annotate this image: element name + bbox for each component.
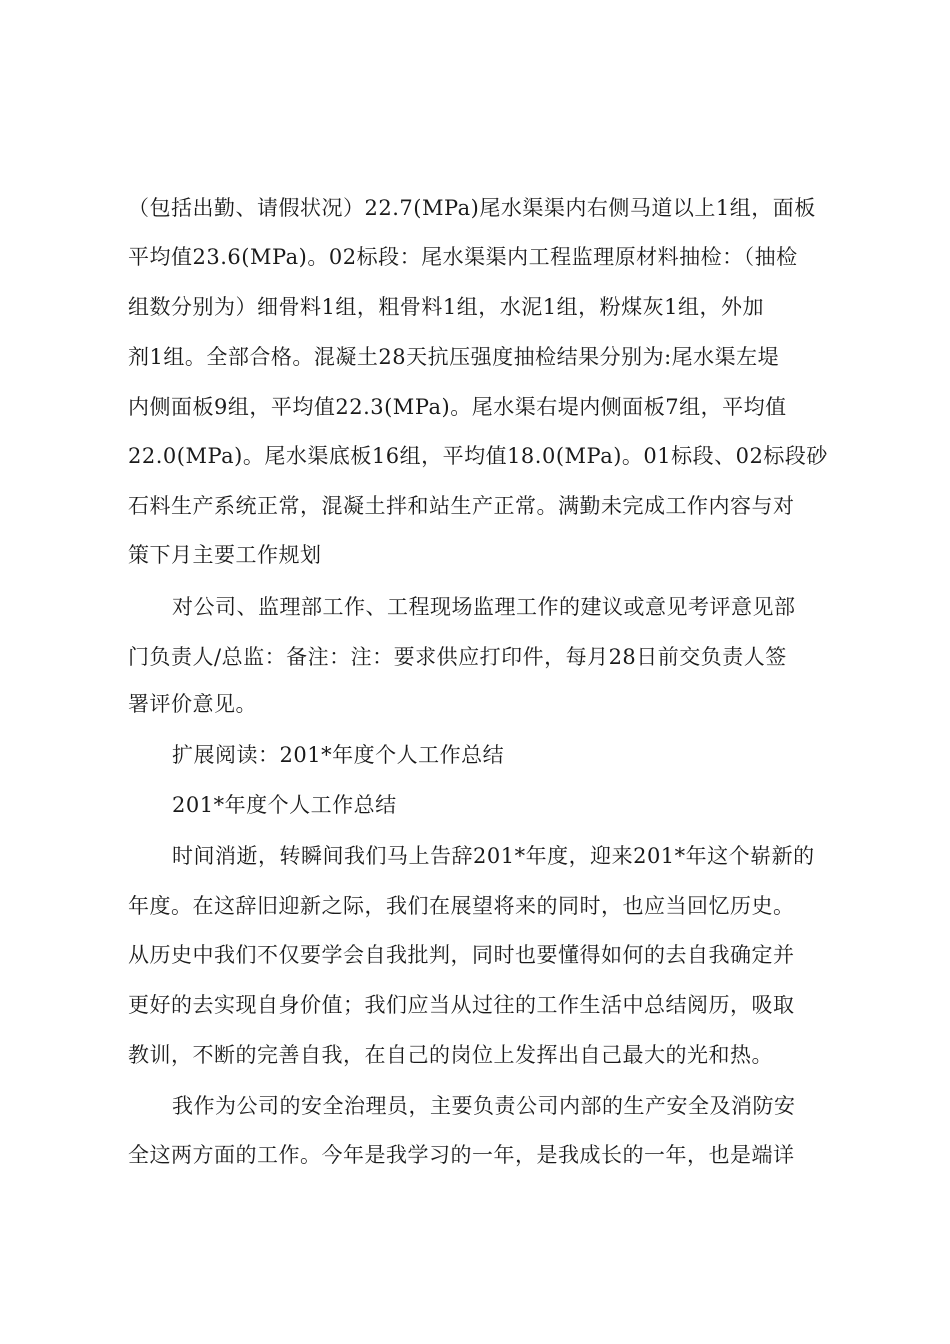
text-line: 内侧面板9组，平均值22.3(MPa)。尾水渠右堤内侧面板7组，平均值 (128, 395, 787, 419)
text-line: 从历史中我们不仅要学会自我批判，同时也要懂得如何的去自我确定并 (128, 943, 795, 967)
text-line: 扩展阅读：201*年度个人工作总结 (172, 743, 505, 767)
text-line: 时间消逝，转瞬间我们马上告辞201*年度，迎来201*年这个崭新的 (172, 844, 815, 868)
text-line: 门负责人/总监：备注：注：要求供应打印件，每月28日前交负责人签 (128, 645, 787, 669)
text-line: 剂1组。全部合格。混凝土28天抗压强度抽检结果分别为:尾水渠左堤 (128, 345, 780, 369)
text-line: 更好的去实现自身价值；我们应当从过往的工作生活中总结阅历，吸取 (128, 993, 795, 1017)
text-line: 201*年度个人工作总结 (172, 793, 397, 817)
text-line: 组数分别为）细骨料1组，粗骨料1组，水泥1组，粉煤灰1组，外加 (128, 295, 764, 319)
text-line: 石料生产系统正常，混凝土拌和站生产正常。满勤未完成工作内容与对 (128, 494, 795, 518)
text-line: 年度。在这辞旧迎新之际，我们在展望将来的同时，也应当回忆历史。 (128, 894, 795, 918)
text-line: 对公司、监理部工作、工程现场监理工作的建议或意见考评意见部 (172, 595, 796, 619)
text-line: （包括出勤、请假状况）22.7(MPa)尾水渠渠内右侧马道以上1组，面板 (128, 196, 816, 220)
text-line: 平均值23.6(MPa)。02标段：尾水渠渠内工程监理原材料抽检：（抽检 (128, 245, 798, 269)
text-line: 署评价意见。 (128, 692, 257, 716)
text-line: 策下月主要工作规划 (128, 543, 322, 567)
text-line: 22.0(MPa)。尾水渠底板16组，平均值18.0(MPa)。01标段、02标段砂 (128, 444, 828, 468)
text-line: 全这两方面的工作。今年是我学习的一年，是我成长的一年，也是端详 (128, 1143, 795, 1167)
text-line: 我作为公司的安全治理员，主要负责公司内部的生产安全及消防安 (172, 1094, 796, 1118)
text-line: 教训，不断的完善自我，在自己的岗位上发挥出自己最大的光和热。 (128, 1043, 773, 1067)
